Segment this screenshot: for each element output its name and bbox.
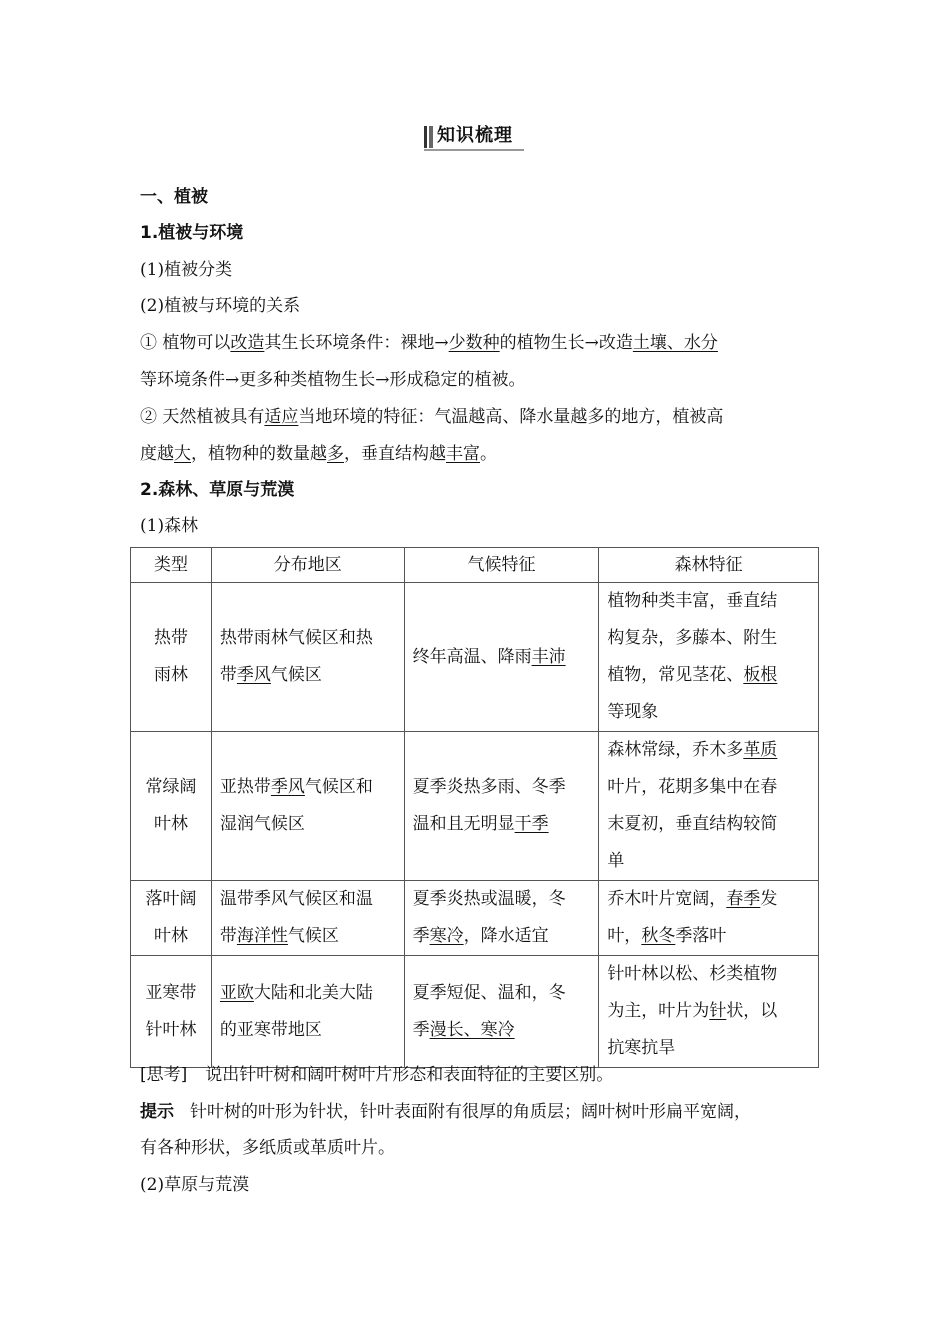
table-cell-climate: 夏季炎热或温暖，冬 季寒冷，降水适宜 [404,881,599,956]
section-banner [420,124,528,150]
table-cell-type: 热带 雨林 [131,583,212,732]
table-cell-climate: 夏季短促、温和，冬 季漫长、寒冷 [404,956,599,1068]
hint-line: 提示 针叶树的叶形为针状，针叶表面附有很厚的角质层；阔叶树叶形扁平宽阔， [140,1102,751,1122]
think-label: [思考] [140,1065,188,1085]
paragraph-line: ② 天然植被具有适应当地环境的特征：气温越高、降水量越多的地方，植被高 [140,407,724,427]
table-cell-climate: 终年高温、降雨丰沛 [404,583,599,732]
forest-table [130,547,819,1068]
table-cell-type: 常绿阔 叶林 [131,732,212,881]
table-cell-type: 落叶阔 叶林 [131,881,212,956]
table-header-cell: 类型 [131,548,212,583]
item-forest: (1)森林 [140,516,199,536]
hint-label: 提示 [140,1102,174,1122]
paragraph-line: 度越大，植物种的数量越多，垂直结构越丰富。 [140,444,497,464]
underlined-answer: 多 [327,444,344,464]
underlined-answer: 大 [174,444,191,464]
table-cell-features: 乔木叶片宽阔，春季发 叶，秋冬季落叶 [599,881,819,956]
underlined-answer: 丰富 [446,444,480,464]
table-header-row [131,548,819,583]
table-cell-features: 植物种类丰富，垂直结 构复杂，多藤本、附生 植物，常见茎花、板根 等现象 [599,583,819,732]
item-grassland-desert: (2)草原与荒漠 [140,1175,250,1195]
heading-vegetation: 一、植被 [140,187,208,207]
table-row [131,881,819,956]
paragraph-line: 等环境条件→更多种类植物生长→形成稳定的植被。 [140,370,526,390]
subheading-forest-grassland-desert: 2.森林、草原与荒漠 [140,480,295,500]
banner-underline [424,149,524,151]
table-header-cell: 分布地区 [211,548,404,583]
item-vegetation-classification: (1)植被分类 [140,260,233,280]
banner-bar [429,126,433,148]
underlined-answer: 适应 [264,407,299,427]
think-question: [思考] 说出针叶树和阔叶树叶片形态和表面特征的主要区别。 [140,1065,614,1085]
table-cell-features: 针叶林以松、杉类植物 为主，叶片为针状，以 抗寒抗旱 [599,956,819,1068]
hint-line: 有各种形状，多纸质或革质叶片。 [140,1138,395,1158]
item-vegetation-relation: (2)植被与环境的关系 [140,296,301,316]
table-cell-climate: 夏季炎热多雨、冬季 温和且无明显干季 [404,732,599,881]
table-cell-distribution: 热带雨林气候区和热 带季风气候区 [211,583,404,732]
table-cell-distribution: 亚热带季风气候区和 湿润气候区 [211,732,404,881]
table-header-cell: 森林特征 [599,548,819,583]
table-cell-features: 森林常绿，乔木多革质 叶片，花期多集中在春 末夏初，垂直结构较简 单 [599,732,819,881]
table-row [131,732,819,881]
banner-title: 知识梳理 [437,125,513,146]
table-row [131,583,819,732]
banner-bar [424,126,427,148]
table-cell-distribution: 温带季风气候区和温 带海洋性气候区 [211,881,404,956]
subheading-vegetation-environment: 1.植被与环境 [140,223,244,243]
table-header-cell: 气候特征 [404,548,599,583]
table-cell-distribution: 亚欧大陆和北美大陆 的亚寒带地区 [211,956,404,1068]
underlined-answer: 改造 [230,333,265,353]
table-row [131,956,819,1068]
underlined-answer: 少数种 [448,333,500,353]
paragraph-line: ① 植物可以改造其生长环境条件：裸地→少数种的植物生长→改造土壤、水分 [140,333,718,353]
underlined-answer: 土壤、水分 [632,333,718,353]
table-cell-type: 亚寒带 针叶林 [131,956,212,1068]
